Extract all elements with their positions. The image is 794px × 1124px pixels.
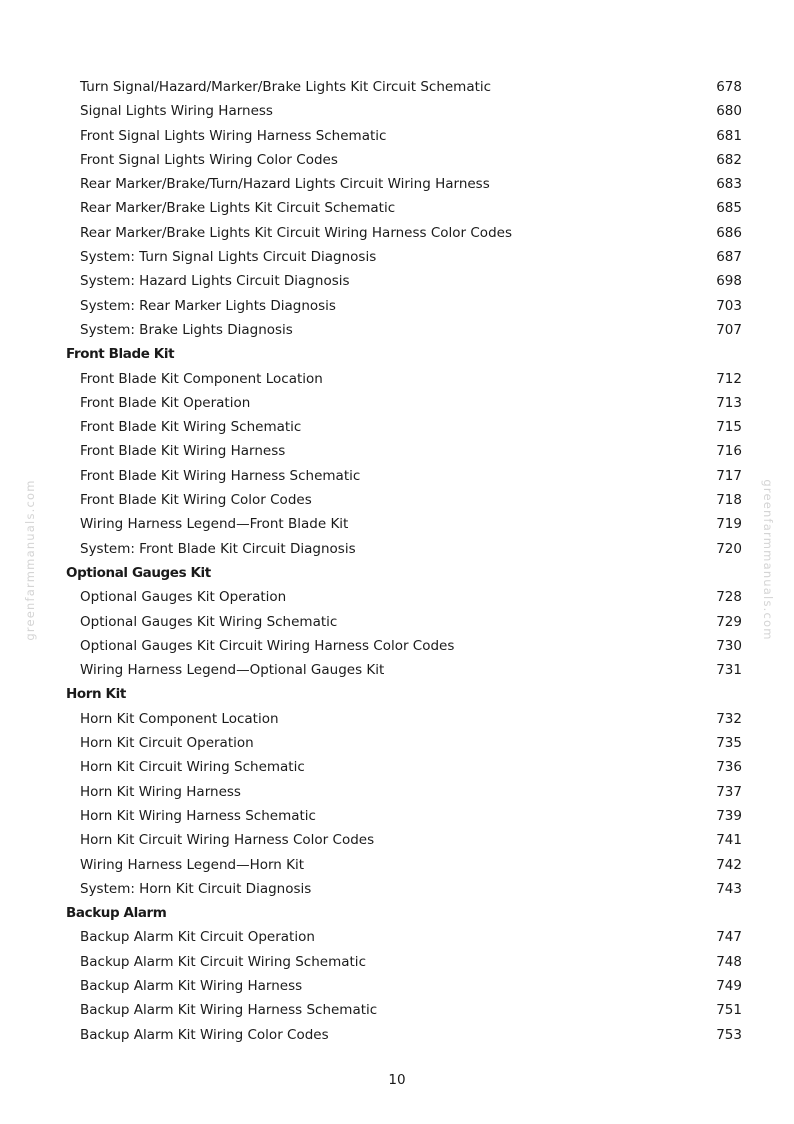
entry-title: Signal Lights Wiring Harness <box>80 103 273 120</box>
entry-page-number: 707 <box>716 321 742 338</box>
entry-title: Wiring Harness Legend—Optional Gauges Kit <box>80 662 385 679</box>
entry-title: Optional Gauges Kit Wiring Schematic <box>80 613 338 630</box>
section-title: Horn Kit <box>66 686 126 703</box>
entry-title: Backup Alarm Kit Circuit Operation <box>80 929 315 946</box>
entry-page-number: 736 <box>716 759 742 776</box>
toc-entry[interactable] <box>0 755 794 779</box>
entry-title: System: Turn Signal Lights Circuit Diagnosis <box>80 249 377 266</box>
toc-entry[interactable] <box>0 464 794 488</box>
entry-title: Horn Kit Circuit Operation <box>80 735 254 752</box>
entry-page-number: 753 <box>716 1026 742 1043</box>
toc-entry[interactable] <box>0 1023 794 1047</box>
entry-title: Optional Gauges Kit Operation <box>80 589 287 606</box>
entry-page-number: 730 <box>716 637 742 654</box>
entry-title: Backup Alarm Kit Circuit Wiring Schematic <box>80 953 366 970</box>
toc-entry[interactable] <box>0 585 794 609</box>
toc-entry[interactable] <box>0 172 794 196</box>
toc-section-heading <box>0 561 794 585</box>
entry-page-number: 735 <box>716 735 742 752</box>
entry-page-number: 698 <box>716 273 742 290</box>
entry-page-number: 713 <box>716 394 742 411</box>
toc-entry[interactable] <box>0 294 794 318</box>
toc-entry[interactable] <box>0 634 794 658</box>
entry-title: Horn Kit Component Location <box>80 710 279 727</box>
watermark-right: greenfarmmanuals.com <box>761 479 775 641</box>
entry-page-number: 703 <box>716 297 742 314</box>
entry-title: Front Blade Kit Component Location <box>80 370 323 387</box>
entry-page-number: 678 <box>716 79 742 95</box>
entry-title: Turn Signal/Hazard/Marker/Brake Lights Kit Circuit Schematic <box>80 79 492 95</box>
toc-entry[interactable] <box>0 974 794 998</box>
entry-page-number: 747 <box>716 929 742 946</box>
toc-entry[interactable] <box>0 950 794 974</box>
toc-entry[interactable] <box>0 512 794 536</box>
entry-page-number: 687 <box>716 249 742 266</box>
entry-title: Wiring Harness Legend—Horn Kit <box>80 856 305 873</box>
entry-title: Backup Alarm Kit Wiring Harness <box>80 977 303 994</box>
entry-title: Backup Alarm Kit Wiring Harness Schematic <box>80 1002 378 1019</box>
entry-page-number: 680 <box>716 103 742 120</box>
entry-title: System: Horn Kit Circuit Diagnosis <box>80 880 312 897</box>
entry-page-number: 681 <box>716 127 742 144</box>
entry-title: Front Blade Kit Wiring Harness Schematic <box>80 467 361 484</box>
entry-page-number: 685 <box>716 200 742 217</box>
entry-page-number: 718 <box>716 492 742 509</box>
entry-title: Horn Kit Wiring Harness <box>80 783 241 800</box>
entry-page-number: 720 <box>716 540 742 557</box>
entry-page-number: 712 <box>716 370 742 387</box>
entry-page-number: 716 <box>716 443 742 460</box>
entry-page-number: 739 <box>716 807 742 824</box>
toc-entry[interactable] <box>0 99 794 123</box>
toc-entry[interactable] <box>0 707 794 731</box>
toc-entry[interactable] <box>0 828 794 852</box>
toc-section-heading <box>0 682 794 706</box>
section-title: Optional Gauges Kit <box>66 564 211 581</box>
toc-section-heading <box>0 342 794 366</box>
entry-title: System: Hazard Lights Circuit Diagnosis <box>80 273 350 290</box>
entry-page-number: 737 <box>716 783 742 800</box>
entry-page-number: 683 <box>716 176 742 193</box>
toc-entry[interactable] <box>0 221 794 245</box>
toc-entry[interactable] <box>0 537 794 561</box>
toc-entry[interactable] <box>0 780 794 804</box>
entry-page-number: 682 <box>716 151 742 168</box>
entry-title: Front Signal Lights Wiring Harness Schematic <box>80 127 387 144</box>
toc-entry[interactable] <box>0 367 794 391</box>
section-title: Backup Alarm <box>66 905 167 922</box>
toc-entry[interactable] <box>0 488 794 512</box>
toc-entry[interactable] <box>0 269 794 293</box>
toc-entry[interactable] <box>0 196 794 220</box>
entry-page-number: 719 <box>716 516 742 533</box>
entry-page-number: 715 <box>716 419 742 436</box>
entry-title: Front Blade Kit Wiring Schematic <box>80 419 302 436</box>
toc-entry[interactable] <box>0 925 794 949</box>
toc-entry[interactable] <box>0 998 794 1022</box>
table-of-contents <box>0 75 794 1047</box>
entry-title: System: Front Blade Kit Circuit Diagnosis <box>80 540 356 557</box>
entry-title: Front Signal Lights Wiring Color Codes <box>80 151 338 168</box>
page-number: 10 <box>388 1072 406 1088</box>
entry-title: Horn Kit Circuit Wiring Harness Color Codes <box>80 832 375 849</box>
toc-section-heading <box>0 901 794 925</box>
entry-page-number: 728 <box>716 589 742 606</box>
toc-entry[interactable] <box>0 318 794 342</box>
toc-entry[interactable] <box>0 75 794 99</box>
toc-entry[interactable] <box>0 610 794 634</box>
entry-page-number: 729 <box>716 613 742 630</box>
entry-title: Wiring Harness Legend—Front Blade Kit <box>80 516 349 533</box>
entry-page-number: 731 <box>716 662 742 679</box>
entry-page-number: 732 <box>716 710 742 727</box>
toc-entry[interactable] <box>0 731 794 755</box>
toc-entry[interactable] <box>0 415 794 439</box>
entry-title: Rear Marker/Brake/Turn/Hazard Lights Circuit Wiring Harness <box>80 176 490 193</box>
entry-title: Rear Marker/Brake Lights Kit Circuit Schematic <box>80 200 396 217</box>
toc-entry[interactable] <box>0 245 794 269</box>
entry-page-number: 686 <box>716 224 742 241</box>
toc-entry[interactable] <box>0 804 794 828</box>
entry-page-number: 717 <box>716 467 742 484</box>
entry-title: Optional Gauges Kit Circuit Wiring Harness Color Codes <box>80 637 455 654</box>
toc-entry[interactable] <box>0 148 794 172</box>
entry-page-number: 742 <box>716 856 742 873</box>
toc-entry[interactable] <box>0 391 794 415</box>
entry-title: Horn Kit Wiring Harness Schematic <box>80 807 316 824</box>
entry-title: Rear Marker/Brake Lights Kit Circuit Wiring Harness Color Codes <box>80 224 512 241</box>
entry-title: Front Blade Kit Wiring Color Codes <box>80 492 312 509</box>
watermark-left: greenfarmmanuals.com <box>23 479 37 641</box>
entry-title: Horn Kit Circuit Wiring Schematic <box>80 759 305 776</box>
entry-title: Front Blade Kit Operation <box>80 394 251 411</box>
entry-page-number: 751 <box>716 1002 742 1019</box>
toc-entry[interactable] <box>0 853 794 877</box>
toc-entry[interactable] <box>0 439 794 463</box>
entry-page-number: 748 <box>716 953 742 970</box>
toc-entry[interactable] <box>0 877 794 901</box>
entry-title: System: Brake Lights Diagnosis <box>80 321 293 338</box>
section-title: Front Blade Kit <box>66 346 175 363</box>
entry-page-number: 741 <box>716 832 742 849</box>
toc-entry[interactable] <box>0 124 794 148</box>
entry-page-number: 749 <box>716 977 742 994</box>
entry-title: Front Blade Kit Wiring Harness <box>80 443 286 460</box>
entry-title: System: Rear Marker Lights Diagnosis <box>80 297 336 314</box>
toc-entry[interactable] <box>0 658 794 682</box>
entry-page-number: 743 <box>716 880 742 897</box>
entry-title: Backup Alarm Kit Wiring Color Codes <box>80 1026 329 1043</box>
